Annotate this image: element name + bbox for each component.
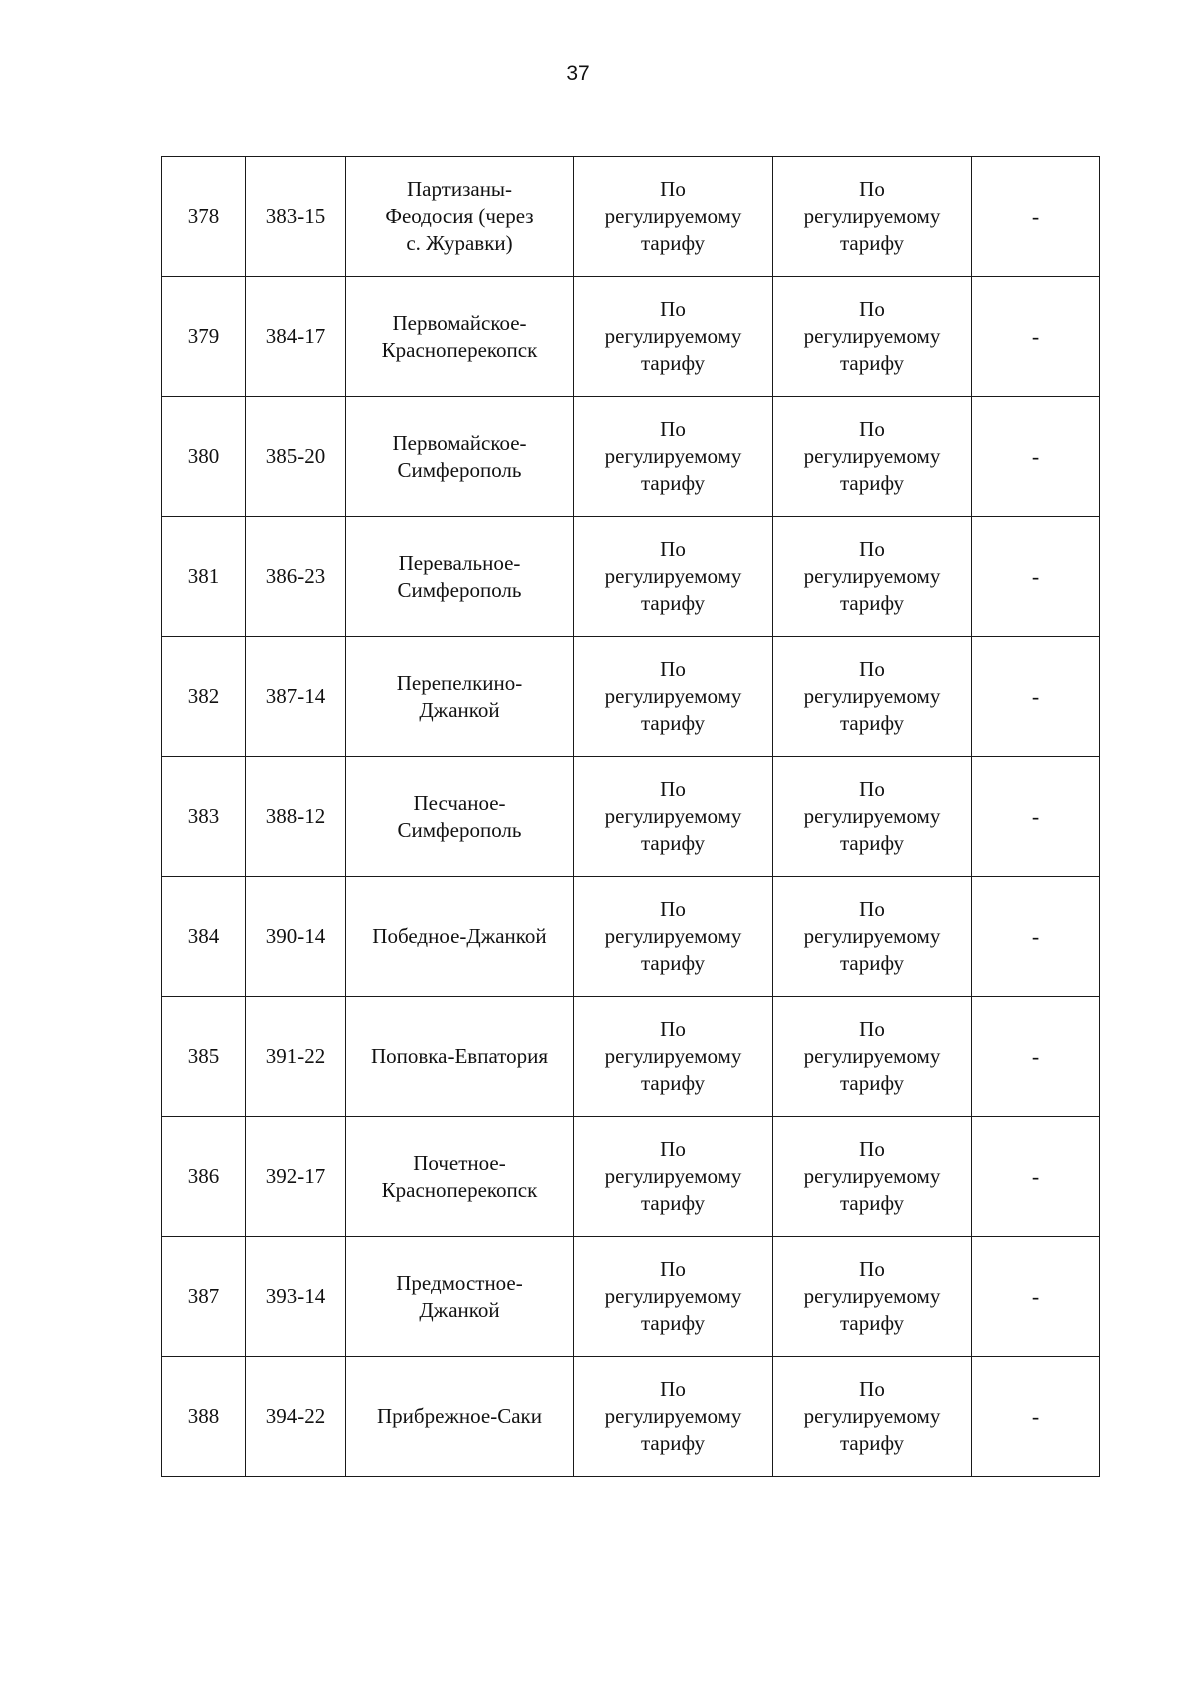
tariff-a-lines-line: По bbox=[660, 1017, 686, 1041]
route-name-cell bbox=[346, 397, 574, 517]
tariff-b-lines-line: тарифу bbox=[839, 471, 905, 495]
tariff-a-lines-line: регулируемому bbox=[604, 1404, 742, 1428]
row-number-cell: 381 bbox=[162, 517, 246, 637]
route-code-cell: 391-22 bbox=[246, 997, 346, 1117]
tariff-a-lines-line: регулируемому bbox=[604, 1044, 742, 1068]
table-row bbox=[162, 397, 1100, 517]
tariff-b-lines-line: По bbox=[859, 1257, 885, 1281]
row-number-cell: 380 bbox=[162, 397, 246, 517]
route-name-lines-line: Предмостное- bbox=[396, 1270, 523, 1295]
row-number-cell: 387 bbox=[162, 1237, 246, 1357]
route-name-lines-line: Почетное- bbox=[413, 1150, 506, 1175]
tariff-b-lines-line: По bbox=[859, 777, 885, 801]
route-code-cell: 392-17 bbox=[246, 1117, 346, 1237]
route-name-cell bbox=[346, 997, 574, 1117]
tariff-cell bbox=[574, 877, 773, 997]
tariff-cell bbox=[574, 997, 773, 1117]
tariff-a-lines-line: По bbox=[660, 1137, 686, 1161]
tariff-a-lines-line: регулируемому bbox=[604, 804, 742, 828]
tariff-cell bbox=[773, 157, 972, 277]
row-number-cell: 382 bbox=[162, 637, 246, 757]
route-code-cell: 385-20 bbox=[246, 397, 346, 517]
tariff-b-lines-line: тарифу bbox=[839, 711, 905, 735]
table-row bbox=[162, 517, 1100, 637]
tariff-b-lines-line: тарифу bbox=[839, 1071, 905, 1095]
route-name-lines-line: Первомайское- bbox=[392, 430, 527, 455]
route-name-lines-line: Первомайское- bbox=[392, 310, 527, 335]
tariff-b-lines-line: регулируемому bbox=[803, 1044, 941, 1068]
note-cell: - bbox=[972, 517, 1100, 637]
tariff-a-lines-line: По bbox=[660, 297, 686, 321]
table-row bbox=[162, 757, 1100, 877]
row-number-cell: 384 bbox=[162, 877, 246, 997]
table-row bbox=[162, 1237, 1100, 1357]
tariff-a-lines-line: регулируемому bbox=[604, 1284, 742, 1308]
tariff-b-lines-line: По bbox=[859, 537, 885, 561]
tariff-a-lines-line: По bbox=[660, 177, 686, 201]
tariff-cell bbox=[574, 757, 773, 877]
tariff-b-lines-line: регулируемому bbox=[803, 924, 941, 948]
tariff-a-lines-line: По bbox=[660, 537, 686, 561]
tariff-b-lines-line: регулируемому bbox=[803, 324, 941, 348]
route-name-cell bbox=[346, 637, 574, 757]
tariff-b-lines-line: тарифу bbox=[839, 351, 905, 375]
tariff-a-lines-line: По bbox=[660, 777, 686, 801]
route-name-cell bbox=[346, 1237, 574, 1357]
routes-table-body bbox=[162, 157, 1100, 1477]
note-cell: - bbox=[972, 1357, 1100, 1477]
tariff-cell bbox=[773, 877, 972, 997]
row-number-cell: 388 bbox=[162, 1357, 246, 1477]
tariff-b-lines-line: По bbox=[859, 657, 885, 681]
note-cell: - bbox=[972, 877, 1100, 997]
route-name-lines-line: Перевальное- bbox=[398, 550, 521, 575]
tariff-b-lines-line: тарифу bbox=[839, 1431, 905, 1455]
tariff-a-lines-line: По bbox=[660, 897, 686, 921]
tariff-cell bbox=[773, 757, 972, 877]
route-name-lines-line: Перепелкино- bbox=[396, 670, 523, 695]
tariff-a-lines-line: тарифу bbox=[640, 951, 706, 975]
tariff-a-lines-line: регулируемому bbox=[604, 204, 742, 228]
tariff-b-lines-line: регулируемому bbox=[803, 444, 941, 468]
table-row bbox=[162, 1117, 1100, 1237]
route-name-cell bbox=[346, 1117, 574, 1237]
tariff-a-lines-line: тарифу bbox=[640, 591, 706, 615]
route-code-cell: 390-14 bbox=[246, 877, 346, 997]
tariff-cell bbox=[574, 1117, 773, 1237]
route-code-cell: 388-12 bbox=[246, 757, 346, 877]
note-cell: - bbox=[972, 1237, 1100, 1357]
tariff-cell bbox=[773, 397, 972, 517]
route-name-lines-line: Симферополь bbox=[397, 817, 522, 842]
route-name-lines-line: Прибрежное-Саки bbox=[377, 1404, 542, 1428]
tariff-cell bbox=[773, 517, 972, 637]
route-name-lines-line: Симферополь bbox=[397, 457, 522, 482]
tariff-cell bbox=[773, 1117, 972, 1237]
tariff-b-lines-line: тарифу bbox=[839, 591, 905, 615]
tariff-b-lines-line: По bbox=[859, 297, 885, 321]
tariff-a-lines-line: По bbox=[660, 657, 686, 681]
route-name-lines-line: Красноперекопск bbox=[381, 1177, 538, 1202]
tariff-b-lines-line: тарифу bbox=[839, 951, 905, 975]
tariff-b-lines-line: регулируемому bbox=[803, 564, 941, 588]
tariff-b-lines-line: По bbox=[859, 1017, 885, 1041]
table-row bbox=[162, 277, 1100, 397]
tariff-b-lines-line: регулируемому bbox=[803, 204, 941, 228]
tariff-cell bbox=[574, 157, 773, 277]
route-name-cell bbox=[346, 877, 574, 997]
tariff-a-lines-line: тарифу bbox=[640, 351, 706, 375]
tariff-b-lines-line: регулируемому bbox=[803, 1404, 941, 1428]
route-name-cell bbox=[346, 277, 574, 397]
tariff-a-lines-line: тарифу bbox=[640, 1311, 706, 1335]
tariff-a-lines-line: регулируемому bbox=[604, 564, 742, 588]
tariff-cell bbox=[773, 997, 972, 1117]
tariff-b-lines-line: регулируемому bbox=[803, 804, 941, 828]
row-number-cell: 378 bbox=[162, 157, 246, 277]
route-name-lines-line: Феодосия (через bbox=[385, 204, 534, 228]
route-name-lines-line: Симферополь bbox=[397, 577, 522, 602]
row-number-cell: 379 bbox=[162, 277, 246, 397]
tariff-a-lines-line: регулируемому bbox=[604, 924, 742, 948]
row-number-cell: 385 bbox=[162, 997, 246, 1117]
tariff-b-lines-line: тарифу bbox=[839, 231, 905, 255]
tariff-a-lines-line: тарифу bbox=[640, 1191, 706, 1215]
note-cell: - bbox=[972, 997, 1100, 1117]
tariff-cell bbox=[574, 517, 773, 637]
note-cell: - bbox=[972, 277, 1100, 397]
tariff-cell bbox=[773, 1237, 972, 1357]
note-cell: - bbox=[972, 397, 1100, 517]
route-name-lines-line: Красноперекопск bbox=[381, 337, 538, 362]
tariff-a-lines-line: тарифу bbox=[640, 471, 706, 495]
tariff-b-lines-line: регулируемому bbox=[803, 1284, 941, 1308]
tariff-a-lines-line: По bbox=[660, 417, 686, 441]
route-code-cell: 383-15 bbox=[246, 157, 346, 277]
route-name-lines-line: Джанкой bbox=[419, 697, 500, 722]
table-row bbox=[162, 157, 1100, 277]
route-code-cell: 393-14 bbox=[246, 1237, 346, 1357]
route-code-cell: 384-17 bbox=[246, 277, 346, 397]
tariff-a-lines-line: регулируемому bbox=[604, 444, 742, 468]
route-name-lines-line: Партизаны- bbox=[406, 177, 513, 201]
table-row bbox=[162, 637, 1100, 757]
route-name-lines-line: Поповка-Евпатория bbox=[370, 1044, 549, 1068]
note-cell: - bbox=[972, 637, 1100, 757]
tariff-b-lines-line: По bbox=[859, 1377, 885, 1401]
tariff-a-lines-line: тарифу bbox=[640, 1071, 706, 1095]
page-number: 37 bbox=[566, 62, 590, 85]
tariff-cell bbox=[773, 277, 972, 397]
table-row bbox=[162, 877, 1100, 997]
tariff-b-lines-line: тарифу bbox=[839, 831, 905, 855]
tariff-a-lines-line: регулируемому bbox=[604, 684, 742, 708]
row-number-cell: 383 bbox=[162, 757, 246, 877]
row-number-cell: 386 bbox=[162, 1117, 246, 1237]
route-name-lines-line: Песчаное- bbox=[413, 790, 506, 815]
route-code-cell: 394-22 bbox=[246, 1357, 346, 1477]
tariff-a-lines-line: тарифу bbox=[640, 231, 706, 255]
route-name-lines-line: с. Журавки) bbox=[406, 231, 513, 255]
tariff-b-lines-line: регулируемому bbox=[803, 684, 941, 708]
tariff-cell bbox=[773, 637, 972, 757]
route-name-cell bbox=[346, 757, 574, 877]
route-name-lines-line: Джанкой bbox=[419, 1297, 500, 1322]
tariff-b-lines-line: тарифу bbox=[839, 1311, 905, 1335]
note-cell: - bbox=[972, 1117, 1100, 1237]
route-name-cell bbox=[346, 157, 574, 277]
route-name-lines-line: Победное-Джанкой bbox=[372, 924, 547, 948]
tariff-a-lines-line: тарифу bbox=[640, 831, 706, 855]
note-cell: - bbox=[972, 757, 1100, 877]
table-row bbox=[162, 997, 1100, 1117]
tariff-b-lines-line: По bbox=[859, 1137, 885, 1161]
tariff-cell bbox=[574, 277, 773, 397]
tariff-a-lines-line: По bbox=[660, 1377, 686, 1401]
tariff-cell bbox=[773, 1357, 972, 1477]
tariff-b-lines-line: тарифу bbox=[839, 1191, 905, 1215]
tariff-b-lines-line: По bbox=[859, 417, 885, 441]
tariff-b-lines-line: По bbox=[859, 177, 885, 201]
routes-table bbox=[161, 156, 1100, 1477]
table-row bbox=[162, 1357, 1100, 1477]
tariff-a-lines-line: регулируемому bbox=[604, 324, 742, 348]
route-name-cell bbox=[346, 1357, 574, 1477]
route-code-cell: 387-14 bbox=[246, 637, 346, 757]
tariff-b-lines-line: По bbox=[859, 897, 885, 921]
tariff-a-lines-line: По bbox=[660, 1257, 686, 1281]
tariff-cell bbox=[574, 1237, 773, 1357]
tariff-cell bbox=[574, 397, 773, 517]
route-code-cell: 386-23 bbox=[246, 517, 346, 637]
tariff-a-lines-line: регулируемому bbox=[604, 1164, 742, 1188]
note-cell: - bbox=[972, 157, 1100, 277]
tariff-a-lines-line: тарифу bbox=[640, 711, 706, 735]
route-name-cell bbox=[346, 517, 574, 637]
tariff-cell bbox=[574, 1357, 773, 1477]
tariff-cell bbox=[574, 637, 773, 757]
tariff-a-lines-line: тарифу bbox=[640, 1431, 706, 1455]
tariff-b-lines-line: регулируемому bbox=[803, 1164, 941, 1188]
